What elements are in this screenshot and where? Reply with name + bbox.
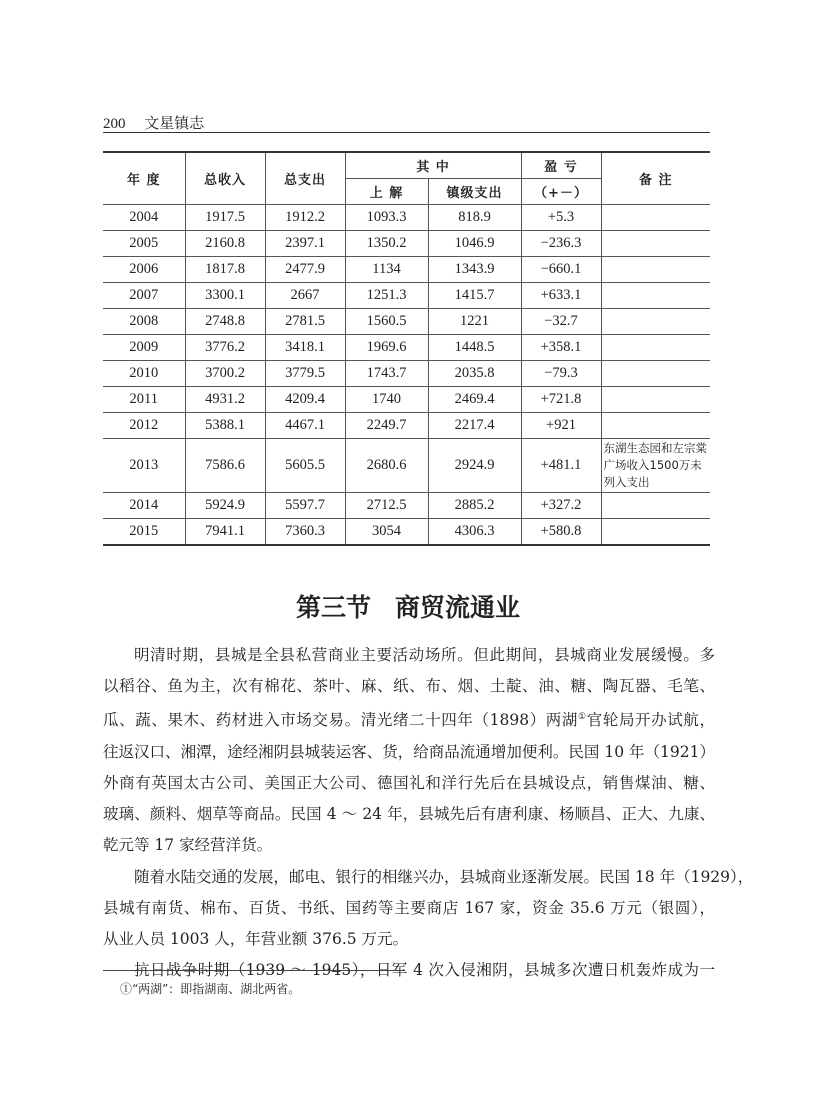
header-year: 年 度 bbox=[103, 152, 185, 205]
table-cell: 2012 bbox=[103, 413, 185, 439]
text-line: 以稻谷、鱼为主，次有棉花、茶叶、麻、纸、布、烟、土靛、油、糖、陶瓦器、毛笔、 bbox=[103, 677, 715, 696]
table-cell: +5.3 bbox=[521, 205, 601, 231]
table-cell: 1134 bbox=[345, 257, 428, 283]
header-notes: 备 注 bbox=[601, 152, 710, 205]
table-cell: 1912.2 bbox=[265, 205, 345, 231]
table-row bbox=[103, 361, 710, 387]
table-cell: +327.2 bbox=[521, 493, 601, 519]
header-remit: 上 解 bbox=[345, 179, 428, 205]
header-of-which: 其 中 bbox=[345, 152, 521, 179]
table-cell: 5924.9 bbox=[185, 493, 265, 519]
table-cell: 7586.6 bbox=[185, 439, 265, 493]
section-name: 商贸流通业 bbox=[395, 593, 521, 622]
table-cell: +633.1 bbox=[521, 283, 601, 309]
table-cell: 1251.3 bbox=[345, 283, 428, 309]
table-cell: 1046.9 bbox=[428, 231, 521, 257]
table-cell bbox=[601, 387, 710, 413]
table-cell bbox=[601, 361, 710, 387]
table-cell: −236.3 bbox=[521, 231, 601, 257]
table-row bbox=[103, 439, 710, 493]
table-cell: +481.1 bbox=[521, 439, 601, 493]
table-cell: 2885.2 bbox=[428, 493, 521, 519]
table-cell: 7360.3 bbox=[265, 519, 345, 546]
table-row bbox=[103, 519, 710, 546]
table-cell: 1917.5 bbox=[185, 205, 265, 231]
table-cell: 1743.7 bbox=[345, 361, 428, 387]
table-cell bbox=[601, 493, 710, 519]
table-cell: 2005 bbox=[103, 231, 185, 257]
table-cell: 2011 bbox=[103, 387, 185, 413]
table-cell bbox=[601, 413, 710, 439]
header-total-income: 总收入 bbox=[185, 152, 265, 205]
footnote-divider bbox=[103, 970, 405, 971]
header-total-expense: 总支出 bbox=[265, 152, 345, 205]
text-line: 乾元等 17 家经营洋货。 bbox=[103, 836, 273, 855]
table-cell: 2748.8 bbox=[185, 309, 265, 335]
table-cell: 4931.2 bbox=[185, 387, 265, 413]
table-cell: −32.7 bbox=[521, 309, 601, 335]
table-cell: 1343.9 bbox=[428, 257, 521, 283]
table-cell: 1221 bbox=[428, 309, 521, 335]
table-cell: 4209.4 bbox=[265, 387, 345, 413]
table-cell: −660.1 bbox=[521, 257, 601, 283]
text-line: 明清时期，县城是全县私营商业主要活动场所。但此期间，县城商业发展缓慢。多 bbox=[134, 646, 715, 664]
table-cell bbox=[601, 231, 710, 257]
table-cell: 7941.1 bbox=[185, 519, 265, 546]
table-cell: 4306.3 bbox=[428, 519, 521, 546]
table-cell: +921 bbox=[521, 413, 601, 439]
table-cell: 5605.5 bbox=[265, 439, 345, 493]
table-cell: 2010 bbox=[103, 361, 185, 387]
table-cell: 5388.1 bbox=[185, 413, 265, 439]
table-cell: 2035.8 bbox=[428, 361, 521, 387]
paragraph-2 bbox=[103, 862, 754, 956]
table-row bbox=[103, 231, 710, 257]
table-cell: +721.8 bbox=[521, 387, 601, 413]
footnote-ref[interactable]: ① bbox=[578, 712, 587, 723]
text-line: 往返汉口、湘潭，途经湘阴县城装运客、货，给商品流通增加便利。民国 10 年（1921） bbox=[103, 742, 715, 761]
table-cell: 1093.3 bbox=[345, 205, 428, 231]
table-cell: 2249.7 bbox=[345, 413, 428, 439]
text-line: 抗日战争时期（1939 ～ 1945），日军 4 次入侵湘阴，县城多次遭日机轰炸成为一 bbox=[134, 961, 715, 980]
table-row bbox=[103, 283, 710, 309]
table-cell: 2004 bbox=[103, 205, 185, 231]
table-cell: 2009 bbox=[103, 335, 185, 361]
table-cell: 4467.1 bbox=[265, 413, 345, 439]
table-cell: 2160.8 bbox=[185, 231, 265, 257]
book-title: 文星镇志 bbox=[144, 114, 205, 132]
table-cell: 2006 bbox=[103, 257, 185, 283]
text-line: 玻璃、颜料、烟草等商品。民国 4 ～ 24 年，县城先后有唐利康、杨顺昌、正大、九康、 bbox=[103, 805, 715, 824]
section-number: 第三节 bbox=[295, 593, 371, 622]
table-row bbox=[103, 309, 710, 335]
header-balance-sign: （+－） bbox=[521, 179, 601, 205]
table-cell: 2013 bbox=[103, 439, 185, 493]
running-header bbox=[103, 112, 710, 133]
table-cell bbox=[601, 519, 710, 546]
text-line: 县城有南货、棉布、百货、书纸、国药等主要商店 167 家，资金 35.6 万元（银圆）， bbox=[103, 898, 715, 917]
table-cell: 2217.4 bbox=[428, 413, 521, 439]
table-cell bbox=[601, 309, 710, 335]
table-row bbox=[103, 387, 710, 413]
table-cell: 2008 bbox=[103, 309, 185, 335]
table-cell: 2667 bbox=[265, 283, 345, 309]
table-cell: 1740 bbox=[345, 387, 428, 413]
table-cell: 1350.2 bbox=[345, 231, 428, 257]
header-balance: 盈 亏 bbox=[521, 152, 601, 179]
body-text bbox=[103, 640, 754, 986]
table-cell: 2469.4 bbox=[428, 387, 521, 413]
header-town-expense: 镇级支出 bbox=[428, 179, 521, 205]
footnote: ①“两湖”：即指湖南、湖北两省。 bbox=[120, 982, 301, 996]
table-cell: 2680.6 bbox=[345, 439, 428, 493]
table-cell: 2712.5 bbox=[345, 493, 428, 519]
text-line: 从业人员 1003 人，年营业额 376.5 万元。 bbox=[103, 929, 409, 948]
table-cell: 2015 bbox=[103, 519, 185, 546]
text-line: 随着水陆交通的发展，邮电、银行的相继兴办，县城商业逐渐发展。民国 18 年（1929）， bbox=[134, 867, 754, 886]
table-cell: 3700.2 bbox=[185, 361, 265, 387]
table-cell: 1415.7 bbox=[428, 283, 521, 309]
text-line: 外商有英国太古公司、美国正大公司、德国礼和洋行先后在县城设点，销售煤油、糖、 bbox=[103, 773, 715, 792]
table-cell: 2781.5 bbox=[265, 309, 345, 335]
table-cell: 2924.9 bbox=[428, 439, 521, 493]
paragraph-1 bbox=[103, 640, 715, 862]
table-cell: 3300.1 bbox=[185, 283, 265, 309]
table-cell: 1560.5 bbox=[345, 309, 428, 335]
table-cell: 3776.2 bbox=[185, 335, 265, 361]
table-cell bbox=[601, 205, 710, 231]
table-cell bbox=[601, 283, 710, 309]
table-row bbox=[103, 257, 710, 283]
table-cell: 3418.1 bbox=[265, 335, 345, 361]
table-cell: 3054 bbox=[345, 519, 428, 546]
finance-table bbox=[103, 151, 710, 546]
table-cell: 1969.6 bbox=[345, 335, 428, 361]
table-row bbox=[103, 335, 710, 361]
table-cell: +580.8 bbox=[521, 519, 601, 546]
table-cell bbox=[601, 257, 710, 283]
table-cell: 2007 bbox=[103, 283, 185, 309]
page-number: 200 bbox=[103, 116, 126, 132]
table-cell bbox=[601, 335, 710, 361]
table-cell: 2397.1 bbox=[265, 231, 345, 257]
section-title bbox=[0, 588, 816, 624]
table-cell: 5597.7 bbox=[265, 493, 345, 519]
table-row bbox=[103, 413, 710, 439]
table-cell: 2014 bbox=[103, 493, 185, 519]
text-line: 瓜、蔬、果木、药材进入市场交易。清光绪二十四年（1898）两湖①官轮局开办试航， bbox=[103, 711, 715, 730]
table-cell: 东湖生态园和左宗棠广场收入1500万未列入支出 bbox=[601, 439, 710, 493]
table-cell: −79.3 bbox=[521, 361, 601, 387]
table-cell: 1817.8 bbox=[185, 257, 265, 283]
table-row bbox=[103, 493, 710, 519]
table-cell: 3779.5 bbox=[265, 361, 345, 387]
table-cell: 818.9 bbox=[428, 205, 521, 231]
table-cell: 1448.5 bbox=[428, 335, 521, 361]
table-row bbox=[103, 205, 710, 231]
table-cell: +358.1 bbox=[521, 335, 601, 361]
table-cell: 2477.9 bbox=[265, 257, 345, 283]
